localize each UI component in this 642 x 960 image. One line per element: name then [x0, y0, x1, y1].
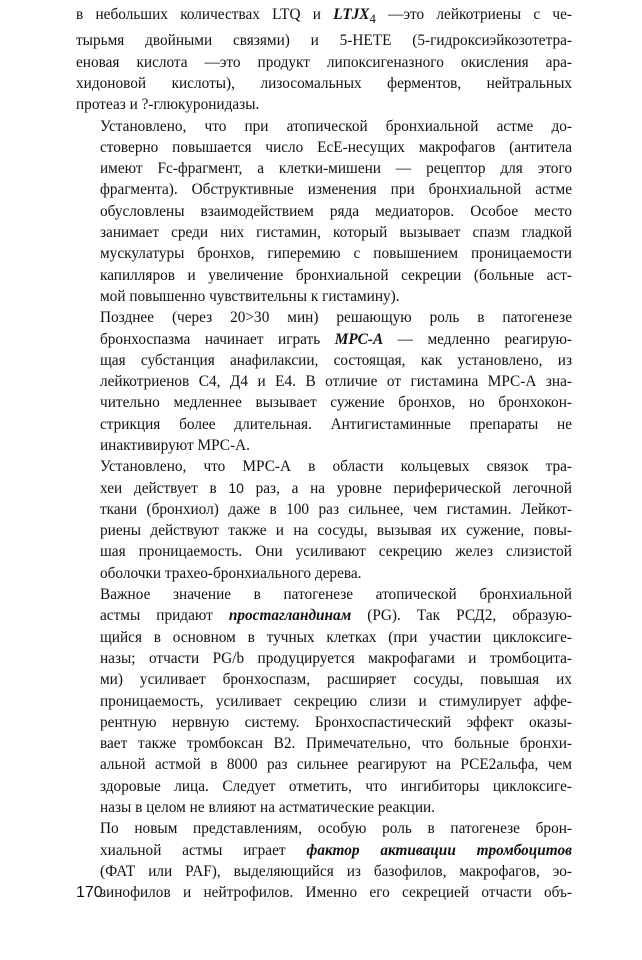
text-line: фрагмента). Обструктивные изменения при бронхиальной астме	[100, 181, 572, 199]
text-line: ми) усиливает бронхоспазм, расширяет сосуды, повышая их	[100, 671, 572, 689]
text-line: обусловлены взаимодействием ряда медиаторов. Особое место	[100, 202, 572, 220]
text-line: имеют Fc-фрагмент, а клетки-мишени — рецептор для этого	[100, 160, 572, 178]
paragraph-6	[76, 818, 572, 903]
text-line: чительно медленнее вызывает сужение бронхов, но бронхокон-	[100, 394, 572, 412]
text-line: (ФАТ или PAF), выделяющийся из базофилов, макрофагов, эо-	[100, 862, 572, 880]
text-line: альной астмой в 8000 раз сильнее реагируют на РСЕ2альфа, чем	[100, 756, 572, 774]
text-line: шая проницаемость. Они усиливают секрецию желез слизистой	[100, 543, 572, 561]
text-line: рентную нервную систему. Бронхоспастический эффект оказы-	[100, 713, 572, 731]
text-run: бронхоспазма начинает играть	[100, 330, 335, 348]
text-line: Установлено, что МРС-А в области кольцевых связок тра-	[100, 458, 572, 476]
text-line: мой повышенно чувствительны к гистамину).	[100, 287, 400, 305]
text-line: проницаемость, усиливает секрецию слизи и стимулирует аффе-	[100, 692, 572, 710]
paragraph-5	[76, 584, 572, 818]
paragraph-4	[76, 456, 572, 584]
text-line: стоверно повышается число ЕсЕ-несущих макрофагов (антитела	[100, 138, 572, 156]
body-text	[76, 4, 572, 904]
emphasis-term: LTJX	[333, 6, 370, 23]
text-run: (PG). Так РСД2, образую-	[351, 607, 573, 625]
text-line: лейкотриенов С4, Д4 и Е4. В отличие от гистамина МРС-А зна-	[100, 373, 572, 391]
text-line: здоровые лица. Следует отметить, что ингибиторы циклоксиге-	[100, 777, 572, 795]
text-line: щийся в основном в тучных клетках (при участии циклоксиге-	[100, 628, 572, 646]
page-number: 170	[76, 884, 103, 901]
text-run: —это лейкотриены с че-	[375, 6, 573, 23]
text-line: Установлено, что при атопической бронхиальной астме до-	[100, 117, 572, 135]
text-line: хидоновой кислоты), лизосомальных ферментов, нейтральных	[76, 74, 572, 92]
text-line: назы; отчасти PG/b продуцируется макрофагами и тромбоцита-	[100, 649, 572, 667]
text-line: вает также тромбоксан В2. Примечательно, что больные бронхи-	[100, 735, 572, 753]
text-line: назы в целом не влияют на астматические реакции.	[100, 799, 436, 817]
text-run: 10	[228, 479, 244, 496]
emphasis-term: простагландинам	[228, 607, 352, 625]
text-line	[76, 329, 572, 350]
text-line: стрикция более длительная. Антигистаминные препараты не	[100, 415, 572, 433]
emphasis-term: МРС-А	[334, 330, 384, 348]
text-line: зинофилов и нейтрофилов. Именно его секрецией отчасти объ-	[100, 884, 572, 902]
text-line	[76, 4, 572, 30]
text-line: инактивируют МРС-А.	[100, 436, 250, 454]
text-line	[76, 605, 572, 626]
text-line: щая субстанция анафилаксии, состоящая, как установлено, из	[100, 351, 572, 369]
text-run: — медленно реагирую-	[383, 330, 572, 348]
text-line: еновая кислота —это продукт липоксигеназного окисления ара-	[76, 53, 572, 71]
text-run: в небольших количествах LTQ и	[76, 6, 334, 23]
text-run: раз, а на уровне периферической легочной	[243, 479, 572, 497]
text-line: мускулатуры бронхов, гиперемию с повышением проницаемости	[100, 245, 572, 263]
text-line	[76, 840, 572, 861]
text-line: По новым представлениям, особую роль в патогенезе брон-	[100, 820, 572, 838]
text-line: протеаз и ?-глюкуронидазы.	[76, 96, 260, 114]
text-run: хиальной астмы играет	[100, 841, 307, 859]
text-line	[76, 478, 572, 499]
text-line: занимает среди них гистамин, который вызывает спазм гладкой	[100, 224, 572, 242]
paragraph-1	[76, 4, 572, 116]
text-line: ткани (бронхиол) даже в 100 раз сильнее, чем гистамин. Лейкот-	[100, 500, 572, 518]
text-line: капилляров и увеличение бронхиальной секреции (больные аст-	[100, 266, 572, 284]
text-run: астмы придают	[100, 607, 229, 625]
text-run: хеи действует в	[100, 479, 229, 497]
paragraph-2	[76, 116, 572, 308]
text-line: Позднее (через 20>30 мин) решающую роль в патогенезе	[100, 309, 572, 327]
emphasis-term: фактор активации тромбоцитов	[306, 841, 572, 859]
paragraph-3	[76, 307, 572, 456]
subscript: 4	[369, 12, 376, 27]
text-line: оболочки трахео-бронхиального дерева.	[100, 564, 362, 582]
text-line: тырьмя двойными связями) и 5-НЕТЕ (5-гидроксиэйкозотетра-	[76, 32, 572, 50]
text-line: риены действуют также и на сосуды, вызывая их сужение, повы-	[100, 522, 572, 540]
text-line: Важное значение в патогенезе атопической бронхиальной	[100, 586, 572, 604]
